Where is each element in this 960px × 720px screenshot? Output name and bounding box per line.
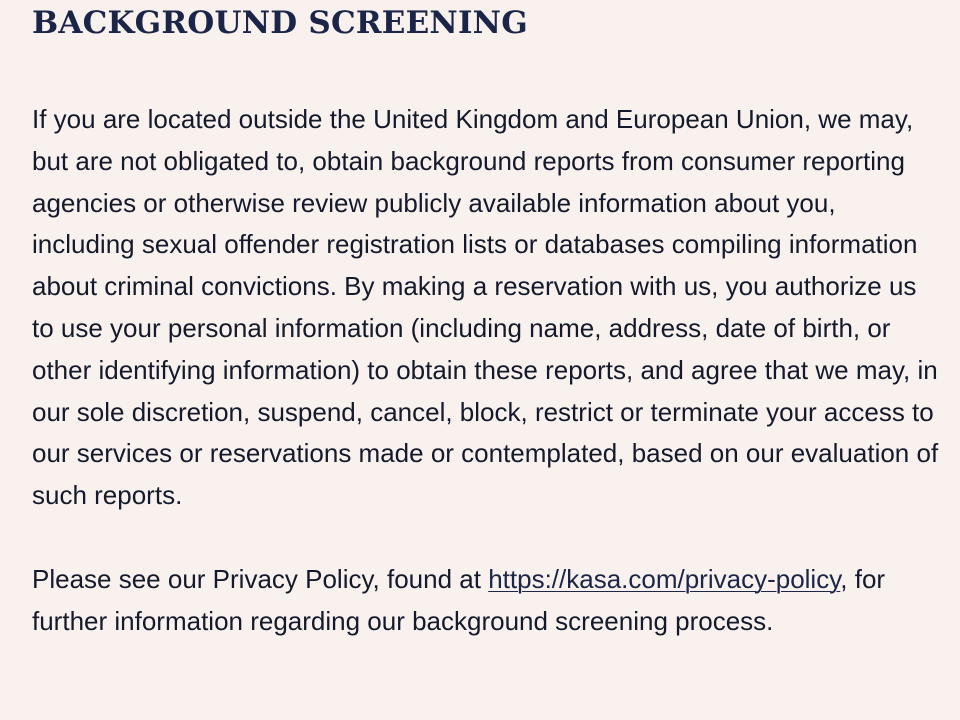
privacy-policy-link[interactable]: https://kasa.com/privacy-policy <box>488 563 841 594</box>
privacy-policy-paragraph <box>32 559 940 643</box>
section-heading: BACKGROUND SCREENING <box>32 5 528 41</box>
privacy-policy-text-after: , for further information regarding our background screening process. <box>32 563 886 636</box>
privacy-policy-text-before: Please see our Privacy Policy, found at <box>32 563 489 594</box>
background-screening-paragraph: If you are located outside the United Kingdom and European Union, we may, but are not obligated to, obtain background reports from consumer reporting agencies or otherwise review publicly available information about you, including sexual offender registration lists or databases compiling information about criminal convictions. By making a reservation with us, you authorize us to use your personal information (including name, address, date of birth, or other identifying information) to obtain these reports, and agree that we may, in our sole discretion, suspend, cancel, block, restrict or terminate your access to our services or reservations made or contemplated, based on our evaluation of such reports. <box>32 104 939 511</box>
